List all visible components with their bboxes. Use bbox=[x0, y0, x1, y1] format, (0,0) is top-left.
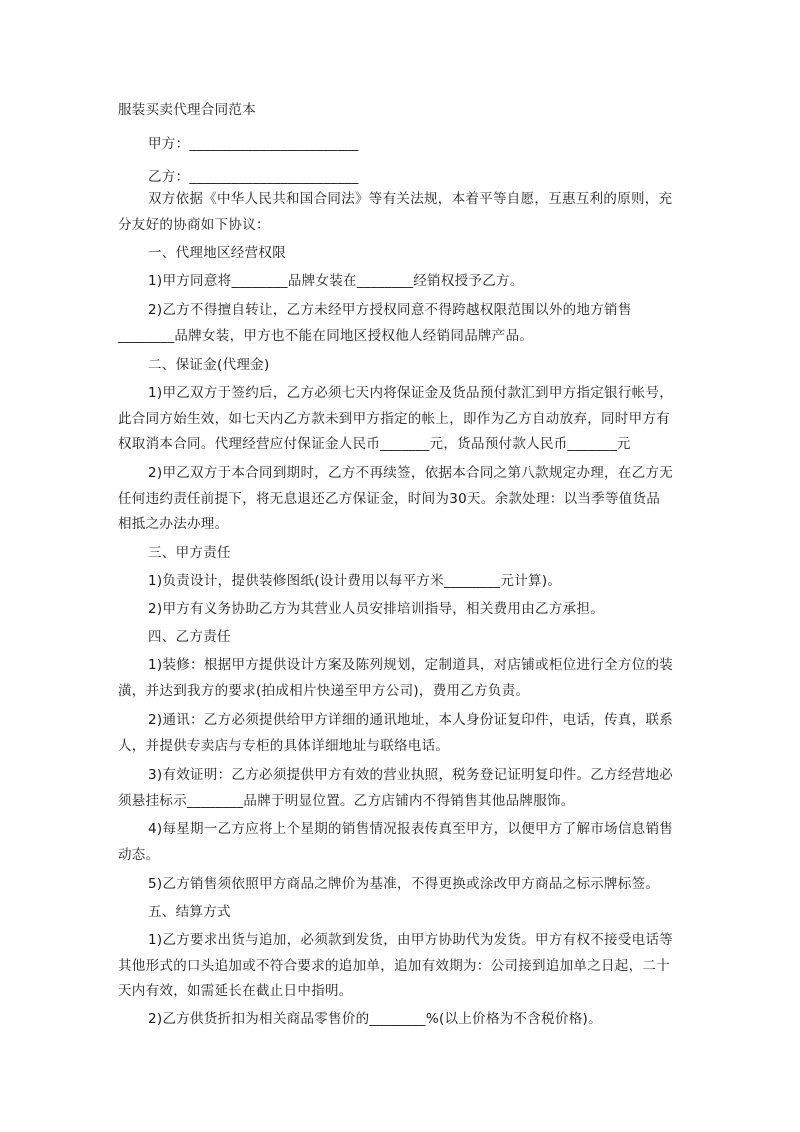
clause-4-2-line-1: 2)通讯：乙方必须提供给甲方详细的通讯地址，本人身份证复印件，电话，传真，联系 bbox=[148, 712, 674, 728]
party-b-line: 乙方：________________________ bbox=[148, 169, 359, 185]
clause-2-1-line-1: 1)甲乙双方于签约后，乙方必须七天内将保证金及货品预付款汇到甲方指定银行帐号， bbox=[148, 385, 674, 401]
party-a-line: 甲方：________________________ bbox=[148, 136, 359, 152]
clause-4-1-line-2: 潢，并达到我方的要求(拍成相片快递至甲方公司)，费用乙方负责。 bbox=[118, 683, 530, 699]
clause-4-3-line-2: 须悬挂标示________品牌于明显位置。乙方店铺内不得销售其他品牌服饰。 bbox=[118, 793, 575, 809]
clause-4-4-line-2: 动态。 bbox=[118, 847, 160, 863]
clause-4-2-line-2: 人，并提供专卖店与专柜的具体详细地址与联络电话。 bbox=[118, 738, 450, 754]
clause-2-1-line-2: 此合同方始生效，如七天内乙方款未到甲方指定的帐上，即作为乙方自动放弃，同时甲方有 bbox=[118, 411, 670, 427]
clause-5-1-line-2: 其他形式的口头追加或不符合要求的追加单，追加有效期为：公司接到追加单之日起，二十 bbox=[118, 958, 670, 974]
clause-2-2-line-1: 2)甲乙双方于本合同到期时，乙方不再续签，依据本合同之第八款规定办理，在乙方无 bbox=[148, 465, 674, 481]
clause-5-1-line-1: 1)乙方要求出货与追加，必须款到发货，由甲方协助代为发货。甲方有权不接受电话等 bbox=[148, 932, 674, 948]
clause-1-2-line-2: ________品牌女装，甲方也不能在同地区授权他人经销同品牌产品。 bbox=[118, 328, 534, 344]
intro-line-2: 分友好的协商如下协议： bbox=[118, 217, 270, 233]
clause-5-2: 2)乙方供货折扣为相关商品零售价的________%(以上价格为不含税价格)。 bbox=[148, 1011, 602, 1027]
section-5-heading: 五、结算方式 bbox=[148, 904, 231, 920]
section-4-heading: 四、乙方责任 bbox=[148, 629, 231, 645]
section-3-heading: 三、甲方责任 bbox=[148, 545, 231, 561]
clause-2-2-line-2: 任何违约责任前提下，将无息退还乙方保证金，时间为30天。余款处理：以当季等值货品 bbox=[118, 491, 661, 507]
clause-1-1: 1)甲方同意将________品牌女装在________经销权授予乙方。 bbox=[148, 273, 524, 289]
clause-2-2-line-3: 相抵之办法办理。 bbox=[118, 516, 229, 532]
clause-4-4-line-1: 4)每星期一乙方应将上个星期的销售情况报表传真至甲方，以便甲方了解市场信息销售 bbox=[148, 821, 674, 837]
section-2-heading: 二、保证金(代理金) bbox=[148, 357, 270, 373]
intro-line-1: 双方依据《中华人民共和国合同法》等有关法规，本着平等自愿，互惠互利的原则，充 bbox=[148, 191, 673, 207]
clause-5-1-line-3: 天内有效，如需延长在截止日中指明。 bbox=[118, 983, 353, 999]
clause-1-2-line-1: 2)乙方不得擅自转让，乙方未经甲方授权同意不得跨越权限范围以外的地方销售 bbox=[148, 302, 632, 318]
clause-3-1: 1)负责设计，提供装修图纸(设计费用以每平方米________元计算)。 bbox=[148, 573, 562, 589]
clause-2-1-line-3: 权取消本合同。代理经营应付保证金人民币_______元，货品预付款人民币_______元 bbox=[118, 436, 631, 452]
clause-4-5: 5)乙方销售须依照甲方商品之牌价为基准，不得更换或涂改甲方商品之标示牌标签。 bbox=[148, 876, 660, 892]
clause-3-2: 2)甲方有义务协助乙方为其营业人员安排培训指导，相关费用由乙方承担。 bbox=[148, 601, 605, 617]
document-title: 服装买卖代理合同范本 bbox=[118, 102, 256, 118]
clause-4-1-line-1: 1)装修：根据甲方提供设计方案及陈列规划，定制道具，对店铺或柜位进行全方位的装 bbox=[148, 657, 674, 673]
clause-4-3-line-1: 3)有效证明：乙方必须提供甲方有效的营业执照，税务登记证明复印件。乙方经营地必 bbox=[148, 767, 674, 783]
section-1-heading: 一、代理地区经营权限 bbox=[148, 245, 286, 261]
